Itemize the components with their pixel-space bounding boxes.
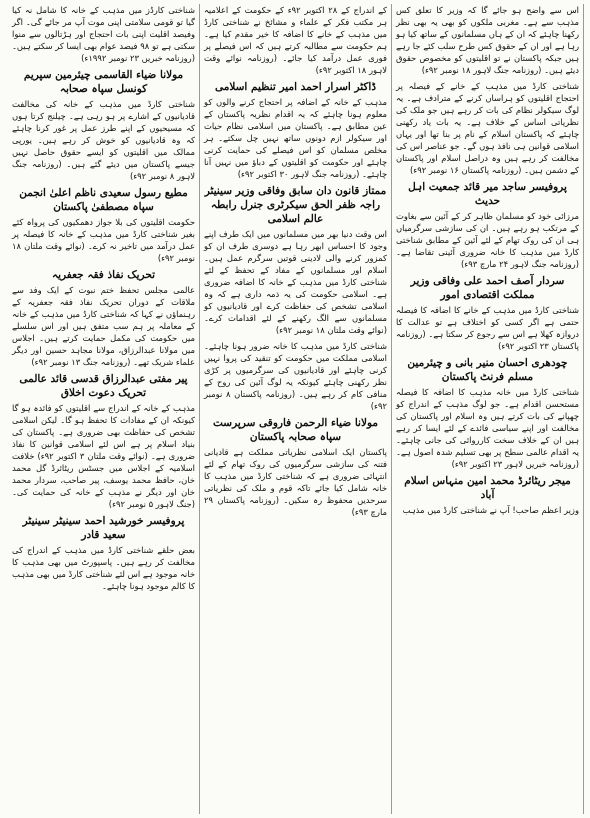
- article: [204, 80, 387, 180]
- article-body: مذہب کے خانہ کے اضافہ پر احتجاج کرنے والوں کو معلوم ہونا چاہئے کہ یہ اقدام نظریہ پاکستان کے عین مطابق ہے۔ پاکستان میں اسلامی نظام حیات اور سیکولر ازم دونوں ساتھ نہیں چل سکتے۔ ہر مخلص مسلمان کو اس فیصلے کی حمایت کرنی چاہئے اور حکومت کو اقلیتوں کے دباؤ میں نہیں آنا چاہئے۔ (روزنامہ جنگ لاہور ۳۰ اکتوبر ۹۲ء): [204, 97, 387, 179]
- article-heading: ڈاکٹر اسرار احمد امیر تنظیم اسلامی: [214, 81, 377, 93]
- article-body: مرزائی خود کو مسلمان ظاہر کر کے آئین سے بغاوت کے مرتکب ہو رہے ہیں۔ ان کی سازشی سرگرمیاں ہی ان کی روک تھام کے لئے آئین کے مطابق شناختی کارڈ میں مذہب کا خانہ ضروری آئینی تقاضا ہے۔ (روزنامہ جنگ لاہور ۲۴ مارچ ۹۳ء): [396, 211, 579, 269]
- article: [12, 186, 195, 264]
- article-heading: سردار آصف احمد علی وفاقی وزیر مملکت اقتصادی امور: [410, 275, 565, 301]
- article-heading: میجر ریٹائرڈ محمد امین منہاس اسلام آباد: [404, 475, 571, 501]
- article-body: وزیر اعظم صاحب! آپ نے شناختی کارڈ میں مذہب: [402, 505, 579, 515]
- article-heading: مولانا ضیاء الرحمن فاروقی سرپرست سپاہ صحابہ پاکستان: [212, 417, 378, 443]
- article: [204, 4, 387, 76]
- article-heading: چودھری احسان منیر بانی و چیئرمین مسلم فرنٹ پاکستان: [407, 357, 568, 383]
- article-heading: مولانا ضیاء القاسمی چیئرمین سپریم کونسل سپاہ صحابہ: [23, 69, 184, 95]
- article-body: شناختی کارڈ میں مذہب کا خانہ ضرور ہونا چاہئے۔ اسلامی مملکت میں حکومت کو تنقید کی پروا نہیں کرنی چاہئے اور قادیانیوں کی سرگرمیوں پر کڑی نظر رکھنی چاہئے کیونکہ یہ لوگ آئین کی روح کے منافی کام کر رہے ہیں۔ (روزنامہ پاکستان ۸ نومبر ۹۲ء): [204, 341, 387, 411]
- article-body: پاکستان ایک اسلامی نظریاتی مملکت ہے قادیانی فتنہ کی سازشی سرگرمیوں کی روک تھام کے لئے انتہائی ضروری ہے کہ شناختی کارڈ میں مذہب کا خانہ شامل کیا جائے تاکہ قوم و ملک کی نظریاتی سرحدیں محفوظ رہ سکیں۔ (روزنامہ پاکستان ۲۹ مارچ ۹۳ء): [204, 447, 387, 517]
- article: [12, 68, 195, 182]
- article: [12, 514, 195, 592]
- article: [396, 356, 579, 470]
- article-body: کے اندراج کے ۲۸ اکتوبر ۹۲ء کے حکومت کے اعلامیہ ہر مکتب فکر کے علماء و مشائخ نے شناختی کارڈ میں مذہب کے خانے کا اضافہ کا خیر مقدم کیا ہے۔ ہم حکومت سے مطالبہ کرتے ہیں کہ اس فیصلے پر فوری عمل درآمد کیا جائے۔ (روزنامہ نوائے وقت لاہور ۱۸ اکتوبر ۹۲ء): [204, 5, 387, 75]
- column-left: [8, 4, 200, 814]
- article-body: اس سے واضح ہو جائے گا کہ وزیر کا تعلق کس مذہب سے ہے۔ مغربی ملکوں کو بھی یہ بھی نظر رکھنا چاہئے کہ ان کے ہاں مسلمانوں کے ساتھ کیا ہو رہا ہے اور ان کے حقوق کس طرح سلب کئے جا رہے ہیں جبکہ پاکستان نے تو اقلیتوں کو مخصوص حقوق دیئے ہیں۔ (روزنامہ جنگ لاہور ۱۸ نومبر ۹۲ء): [396, 5, 579, 75]
- article-heading: پروفیسر ساجد میر قائد جمعیت اہل حدیث: [408, 181, 567, 207]
- article: [396, 274, 579, 352]
- article-body: شناختی کارڈ میں مذہب کے خانہ کی مخالفت قادیانیوں کے اشارے پر ہو رہی ہے۔ چیلنج کرتا ہوں کہ مسیحیوں کے اپنے طرز عمل پر غور کرنا چاہئے کہ وہ قادیانیوں کو خوش کر رہے ہیں۔ یورپی ممالک میں اقلیتوں کو ایسے حقوق حاصل نہیں جیسے پاکستان میں دیئے گئے ہیں۔ (روزنامہ جنگ لاہور ۸ نومبر ۹۲ء): [12, 99, 195, 181]
- article: [396, 474, 579, 516]
- article: [396, 80, 579, 176]
- article: [12, 372, 195, 510]
- article: [396, 180, 579, 270]
- article-body: حکومت اقلیتوں کی بلا جواز دھمکیوں کی پرواہ کئے بغیر شناختی کارڈ میں مذہب کے خانہ کا فیصلہ پر عمل درآمد میں تاخیر نہ کرے۔ (نوائے وقت ملتان ۱۸ نومبر ۹۲ء): [12, 217, 195, 263]
- article-heading: ممتاز قانون دان سابق وفاقی وزیر سینیٹر راجہ ظفر الحق سیکرٹری جنرل رابطہ عالم اسلامی: [204, 185, 387, 225]
- article-body: شناختی کارڈ میں مذہب کے خانے کے فیصلہ پر احتجاج اقلیتوں کو ہراساں کرنے کے مترادف ہے۔ یہ لوگ سیکولر نظام کی بات کر رہے ہیں جو ملک کی نظریاتی اساس کے خلاف ہے۔ یہ بات یاد رکھنی چاہئے کہ پاکستان اسلام کے نام پر بنا تھا اور یہاں اسلامی قوانین ہی نافذ ہوں گے۔ جو عناصر اس کی مخالفت کر رہے ہیں وہ دراصل اسلام اور پاکستان کے دشمن ہیں۔ (روزنامہ پاکستان ۱۶ نومبر ۹۲ء): [396, 81, 579, 175]
- article-body: شناختی کارڈز میں مذہب کے خانہ کا شامل نہ کیا گیا تو قومی سلامتی اپنی موت آپ مر جائے گی۔ اگر وفیصد اقلیت اپنی بات احتجاج اور ہڑتالوں سے منوا سکتی ہے تو ۹۸ فیصد عوام بھی ایسا کر سکتے ہیں۔ (روزنامہ خبریں ۲۳ نومبر ۱۹۹۲ء): [12, 5, 195, 63]
- article-heading: مطیع رسول سعیدی ناظم اعلیٰ انجمن سپاہ مصطفیٰ پاکستان: [19, 187, 188, 213]
- article-body: اس وقت دنیا بھر میں مسلمانوں میں ایک طرف اپنے وجود کا احساس ابھر رہا ہے دوسری طرف ان کو کمزور کرنے والی لادینی قوتیں سرگرم عمل ہیں۔ اسلام اور مسلمانوں کے مفاد کے تحفظ کے لئے شناختی کارڈ میں مذہب کے خانہ کا اضافہ ضروری ہے۔ اسلامی حکومت کی یہ ذمہ داری ہے کہ وہ اسلامی تشخص کی حفاظت کرے اور قادیانیوں کو مسلمانوں سے الگ رکھنے کے لئے اقدامات کرے۔ (نوائے وقت ملتان ۱۸ نومبر ۹۲ء): [204, 229, 387, 335]
- article-heading: تحریک نفاذ فقہ جعفریہ: [51, 269, 156, 281]
- article-body: عالمی مجلس تحفظ ختم نبوت کے ایک وفد سے ملاقات کے دوران تحریک نفاذ فقہ جعفریہ کے رہنماؤں نے کہا کہ شناختی کارڈ میں مذہب کے خانہ کے معاملہ پر ہم سب متفق ہیں اور اس سلسلے میں حکومت کی مکمل حمایت کرتے ہیں۔ اجلاس میں مولانا عبدالرزاق، مولانا مجاہد حسین اور دیگر علماء شریک تھے۔ (روزنامہ جنگ ۱۳ نومبر ۹۲ء): [12, 285, 195, 367]
- article-body: مذہب کے خانہ کے اندراج سے اقلیتوں کو فائدہ ہو گا کیونکہ ان کے مفادات کا تحفظ ہو گا۔ لیکن اسلامی تشخص کی حفاظت بھی ضروری ہے۔ پاکستان کی بنیاد اسلام پر ہے اس لئے اسلامی قوانین کا نفاذ ضروری ہے۔ (نوائے وقت ملتان ۳ اکتوبر ۹۲ء) خلافت اسلامیہ کے اجلاس میں جسٹس ریٹائرڈ گل محمد خان، حافظ محمد یوسف، پیر صاحب، سردار محمد خان اور دیگر نے مذہب کے خانہ کی حمایت کی۔ (جنگ لاہور ۵ نومبر ۹۲ء): [12, 403, 195, 509]
- article-heading: پیر مفتی عبدالرزاق قدسی قائد عالمی تحریک دعوت اخلاق: [19, 373, 188, 399]
- article: [12, 4, 195, 64]
- column-right: [392, 4, 584, 814]
- article-body: شناختی کارڈ میں خانہ مذہب کا اضافہ کا فیصلہ مستحسن اقدام ہے۔ جو لوگ مذہب کے اندراج کو چھپانے کی بات کرتے ہیں وہ اسلام اور پاکستان کی مخالفت اور اپنے سیاسی فائدے کے لئے ایسا کر رہے ہیں ان کے خلاف سخت کارروائی کی جانی چاہئے۔ یہ اقدام عالمی سطح پر بھی تسلیم شدہ اصول ہے۔ (روزنامہ خبریں لاہور ۲۳ اکتوبر ۹۲ء): [396, 387, 579, 469]
- article: [12, 268, 195, 368]
- article: [204, 416, 387, 518]
- article-body: شناختی کارڈ میں مذہب کے خانے کا اضافہ کا فیصلہ حتمی ہے اگر کسی کو اختلاف ہے تو عدالت کا دروازہ کھلا ہے اس سے رجوع کر سکتا ہے۔ (روزنامہ پاکستان ۲۳ اکتوبر ۹۲ء): [396, 305, 579, 351]
- column-middle: [200, 4, 392, 814]
- article: [396, 4, 579, 76]
- article-body: بعض حلقے شناختی کارڈ میں مذہب کے اندراج کی مخالفت کر رہے ہیں۔ پاسپورٹ میں بھی مذہب کا خانہ موجود ہے اس لئے شناختی کارڈ میں بھی مذہب کا کالم موجود ہونا چاہئے۔: [12, 545, 195, 591]
- article: [204, 340, 387, 412]
- article: [204, 184, 387, 336]
- article-heading: پروفیسر خورشید احمد سینیٹر سینیٹر سعید قادر: [22, 515, 185, 541]
